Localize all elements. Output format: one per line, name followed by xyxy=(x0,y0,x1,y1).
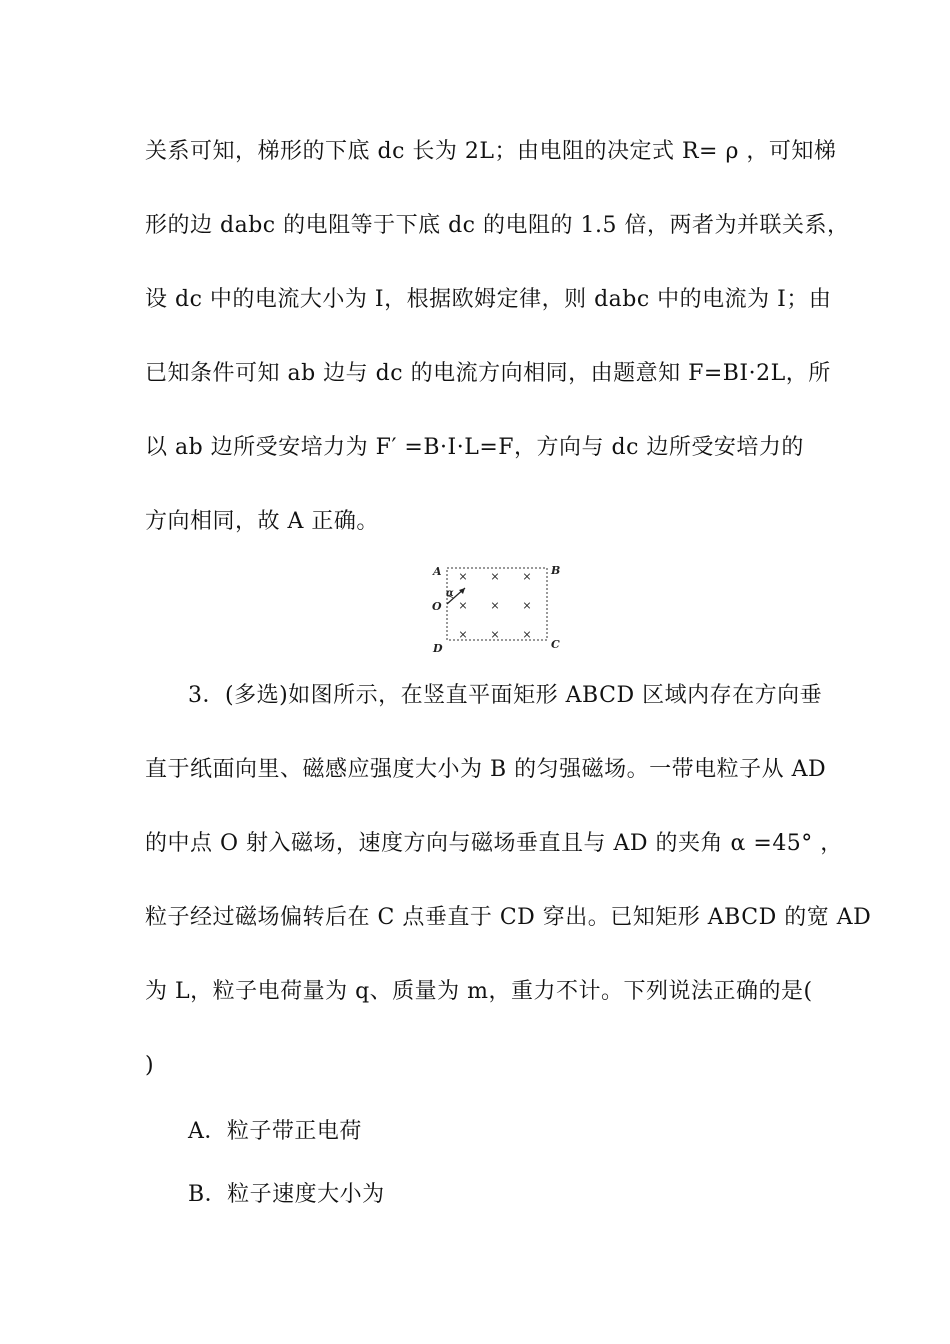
question-line-5: 为 L，粒子电荷量为 q、质量为 m，重力不计。下列说法正确的是( xyxy=(145,979,813,1004)
cross-mark: × xyxy=(522,570,532,583)
corner-label-a: A xyxy=(433,565,442,578)
angle-label: α xyxy=(446,588,454,599)
question-line-3: 的中点 O 射入磁场，速度方向与磁场垂直且与 AD 的夹角 α =45° ， xyxy=(145,831,843,856)
text-line-4: 已知条件可知 ab 边与 dc 的电流方向相同，由题意知 F=BI·2L，所 xyxy=(145,361,831,386)
text-line-6: 方向相同，故 A 正确。 xyxy=(145,509,379,534)
magnetic-field-figure xyxy=(425,560,575,656)
cross-mark: × xyxy=(490,570,500,583)
question-line-4: 粒子经过磁场偏转后在 C 点垂直于 CD 穿出。已知矩形 ABCD 的宽 AD xyxy=(145,905,872,930)
cross-mark: × xyxy=(490,599,500,612)
text-line-2: 形的边 dabc 的电阻等于下底 dc 的电阻的 1.5 倍，两者为并联关系， xyxy=(145,213,850,238)
text-line-3: 设 dc 中的电流大小为 I，根据欧姆定律，则 dabc 中的电流为 I；由 xyxy=(145,287,832,312)
cross-mark: × xyxy=(522,628,532,641)
corner-label-c: C xyxy=(551,638,560,651)
question-line-2: 直于纸面向里、磁感应强度大小为 B 的匀强磁场。一带电粒子从 AD xyxy=(145,757,827,782)
cross-mark: × xyxy=(490,628,500,641)
corner-label-d: D xyxy=(433,642,443,655)
cross-mark: × xyxy=(458,599,468,612)
option-a: A．粒子带正电荷 xyxy=(188,1119,362,1144)
question-line-1: 3．(多选)如图所示，在竖直平面矩形 ABCD 区域内存在方向垂 xyxy=(188,683,823,708)
option-b: B．粒子速度大小为 xyxy=(188,1182,385,1207)
cross-mark: × xyxy=(522,599,532,612)
text-line-5: 以 ab 边所受安培力为 F′ =B·I·L=F，方向与 dc 边所受安培力的 xyxy=(145,435,804,460)
text-line-1: 关系可知，梯形的下底 dc 长为 2L；由电阻的决定式 R= ρ ，可知梯 xyxy=(145,139,837,164)
question-line-6: ) xyxy=(145,1053,155,1078)
cross-mark: × xyxy=(458,570,468,583)
corner-label-b: B xyxy=(551,564,561,577)
corner-label-o: O xyxy=(432,600,442,613)
cross-mark: × xyxy=(458,628,468,641)
field-cross-marks xyxy=(458,570,531,641)
